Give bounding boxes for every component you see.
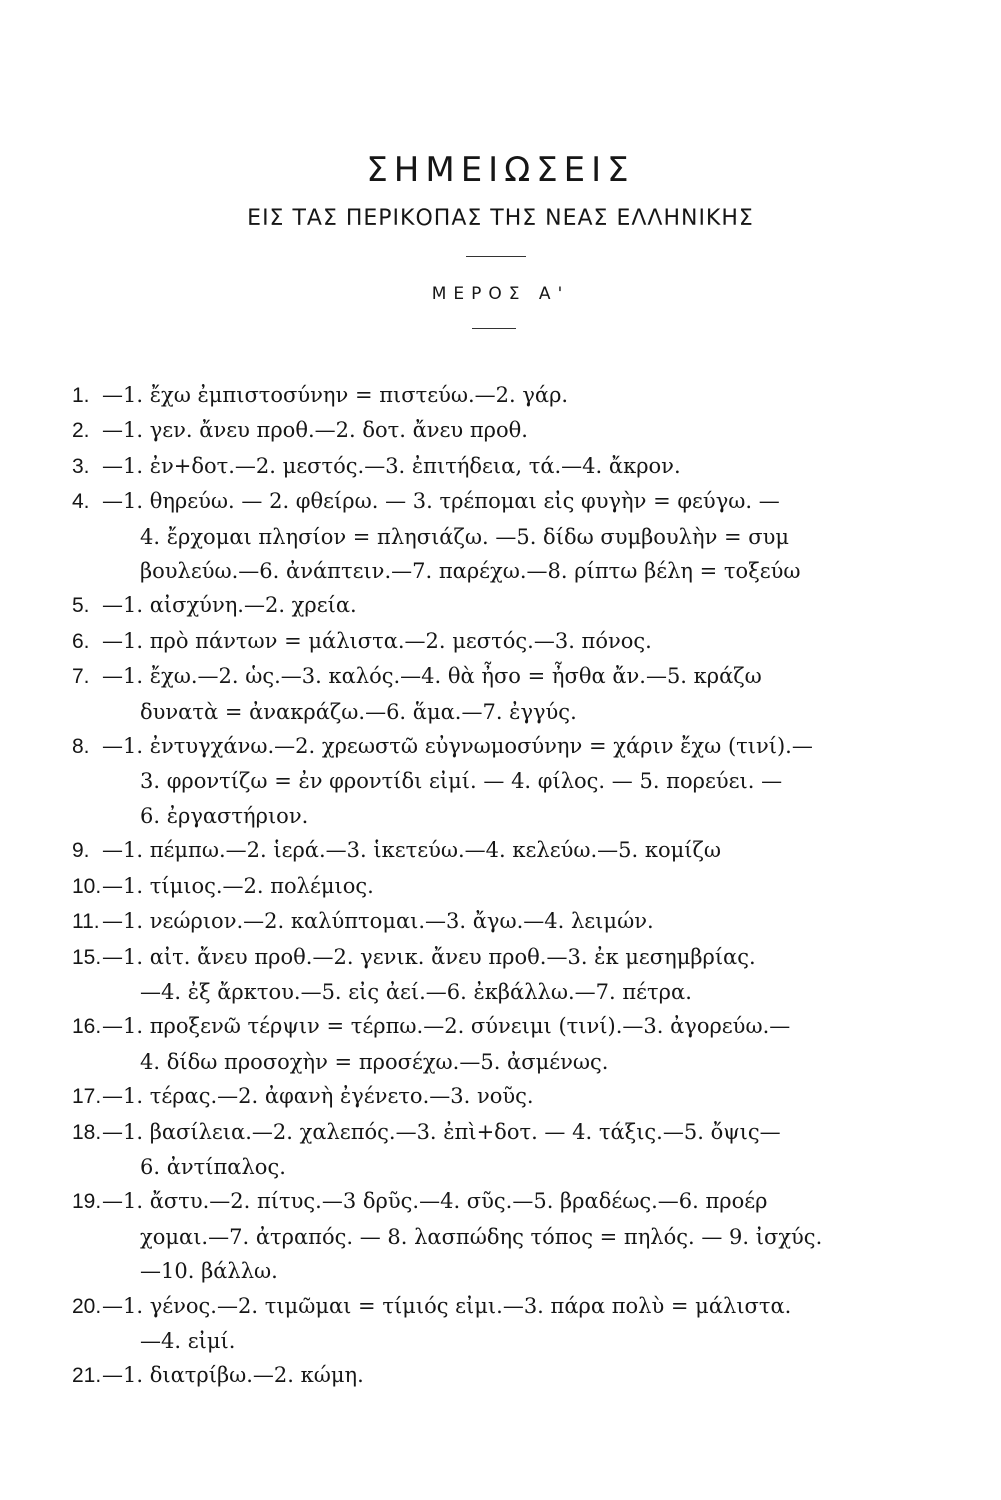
note-first-line (72, 1079, 952, 1114)
note-first-line (72, 624, 952, 659)
note-text: —1. θηρεύω. — 2. φθείρω. — 3. τρέπομαι εἰς φυγὴν = φεύγω. — (102, 489, 780, 514)
note-first-line (72, 1009, 952, 1044)
note-text: —1. ἄστυ.—2. πίτυς.—3 δρῦς.—4. σῦς.—5. βραδέως.—6. προέρ (102, 1189, 768, 1214)
note-entry (72, 869, 952, 904)
note-text: —1. γένος.—2. τιμῶμαι = τίμιός εἰμι.—3. πάρα πολὺ = μάλιστα. (102, 1293, 792, 1318)
note-entry (72, 1009, 952, 1079)
note-first-line (72, 869, 952, 904)
note-text: —1. ἔχω ἐμπιστοσύνην = πιστεύω.—2. γάρ. (102, 383, 569, 407)
note-text: —1. τέρας.—2. ἀφανὴ ἐγένετο.—3. νοῦς. (102, 1084, 534, 1109)
part-heading: ΜΕΡΟΣ Α' (431, 284, 570, 304)
divider-rule (472, 328, 516, 329)
note-entry (72, 449, 952, 484)
note-first-line (72, 484, 952, 519)
note-first-line (72, 833, 952, 868)
note-text: —1. αἰσχύνη.—2. χρεία. (102, 593, 357, 618)
note-number: 1. (72, 384, 90, 407)
note-entry (72, 904, 952, 939)
note-number: 2. (72, 419, 90, 443)
note-number: 20. (72, 1294, 102, 1318)
note-entry (72, 588, 952, 623)
note-first-line (72, 940, 952, 975)
note-text: —1. πρὸ πάντων = μάλιστα.—2. μεστός.—3. πόνος. (102, 628, 652, 653)
note-number: 10. (72, 874, 102, 898)
page-subtitle: ΕΙΣ ΤΑΣ ΠΕΡΙΚΟΠΑΣ ΤΗΣ ΝΕΑΣ ΕΛΛΗΝΙΚΗΣ (247, 206, 754, 231)
note-number: 4. (72, 490, 90, 514)
note-entry (72, 833, 952, 868)
note-continuation-line: χομαι.—7. ἀτραπός. — 8. λασπώδης τόπος = πηλός. — 9. ἰσχύς. (140, 1224, 823, 1249)
note-continuation-line: 6. ἀντίπαλος. (140, 1154, 286, 1179)
note-first-line (72, 729, 952, 764)
note-continuation-line: βουλεύω.—6. ἀνάπτειν.—7. παρέχω.—8. ρίπτω βέλη = τοξεύω (140, 559, 801, 584)
note-text: —1. ἐν+δοτ.—2. μεστός.—3. ἐπιτήδεια, τά.—4. ἄκρον. (102, 453, 681, 478)
note-continuation-line: 6. ἐργαστήριον. (140, 803, 309, 828)
notes-list (72, 378, 952, 1394)
note-number: 5. (72, 594, 90, 618)
note-first-line (72, 378, 952, 413)
note-text: —1. πέμπω.—2. ἱερά.—3. ἱκετεύω.—4. κελεύω.—5. κομίζω (102, 838, 722, 863)
note-number: 11. (72, 910, 100, 934)
note-first-line (72, 1115, 952, 1150)
note-first-line (72, 449, 952, 484)
note-continuation-line: 4. δίδω προσοχὴν = προσέχω.—5. ἀσμένως. (140, 1049, 609, 1074)
note-number: 17. (72, 1085, 102, 1109)
note-first-line (72, 1358, 952, 1393)
note-text: —1. βασίλεια.—2. χαλεπός.—3. ἐπὶ+δοτ. — 4. τάξις.—5. ὄψις— (102, 1119, 781, 1144)
note-entry (72, 729, 952, 833)
note-text: —1. προξενῶ τέρψιν = τέρπω.—2. σύνειμι (τινί).—3. ἀγορεύω.— (102, 1014, 791, 1039)
note-continuation-line: —10. βάλλω. (140, 1259, 278, 1284)
note-number: 6. (72, 629, 90, 653)
note-number: 8. (72, 735, 90, 759)
note-text: —1. τίμιος.—2. πολέμιος. (102, 873, 374, 898)
note-number: 18. (72, 1120, 102, 1144)
note-entry (72, 1358, 952, 1393)
note-entry (72, 1289, 952, 1359)
note-number: 16. (72, 1015, 102, 1039)
note-entry (72, 1079, 952, 1114)
note-continuation-line: 3. φροντίζω = ἐν φροντίδι εἰμί. — 4. φίλος. — 5. πορεύει. — (140, 769, 783, 794)
note-continuation-line: —4. ἐξ ἄρκτου.—5. εἰς ἀεί.—6. ἐκβάλλω.—7. πέτρα. (140, 979, 692, 1004)
page-title: ΣΗΜΕΙΩΣΕΙΣ (366, 150, 635, 190)
note-text: —1. ἔχω.—2. ὡς.—3. καλός.—4. θὰ ἦσο = ἦσθα ἄν.—5. κράζω (102, 664, 762, 689)
note-first-line (72, 1289, 952, 1324)
note-entry (72, 659, 952, 729)
note-continuation-line: 4. ἔρχομαι πλησίον = πλησιάζω. —5. δίδω συμβουλὴν = συμ (140, 524, 790, 549)
note-entry (72, 1115, 952, 1185)
note-number: 7. (72, 665, 90, 689)
note-text: —1. νεώριον.—2. καλύπτομαι.—3. ἄγω.—4. λειμών. (102, 909, 654, 934)
note-entry (72, 940, 952, 1010)
note-text: —1. γεν. ἄνευ προθ.—2. δοτ. ἄνευ προθ. (102, 418, 528, 443)
note-first-line (72, 1184, 952, 1219)
note-number: 3. (72, 454, 90, 478)
note-entry (72, 413, 952, 448)
divider-rule (466, 256, 526, 257)
note-first-line (72, 588, 952, 623)
note-entry (72, 378, 952, 413)
note-first-line (72, 904, 952, 939)
note-continuation-line: —4. εἰμί. (140, 1328, 236, 1353)
note-continuation-line: δυνατὰ = ἀνακράζω.—6. ἅμα.—7. ἐγγύς. (140, 699, 577, 724)
note-text: —1. ἐντυγχάνω.—2. χρεωστῶ εὐγνωμοσύνην = χάριν ἔχω (τινί).— (102, 734, 813, 759)
note-entry (72, 1184, 952, 1288)
note-text: —1. αἰτ. ἄνευ προθ.—2. γενικ. ἄνευ προθ.—3. ἐκ μεσημβρίας. (102, 944, 756, 969)
note-number: 9. (72, 839, 90, 863)
note-first-line (72, 413, 952, 448)
note-number: 19. (72, 1190, 102, 1214)
note-entry (72, 484, 952, 588)
note-first-line (72, 659, 952, 694)
note-text: —1. διατρίβω.—2. κώμη. (102, 1363, 364, 1388)
note-number: 21. (72, 1364, 102, 1388)
note-entry (72, 624, 952, 659)
note-number: 15. (72, 945, 102, 969)
